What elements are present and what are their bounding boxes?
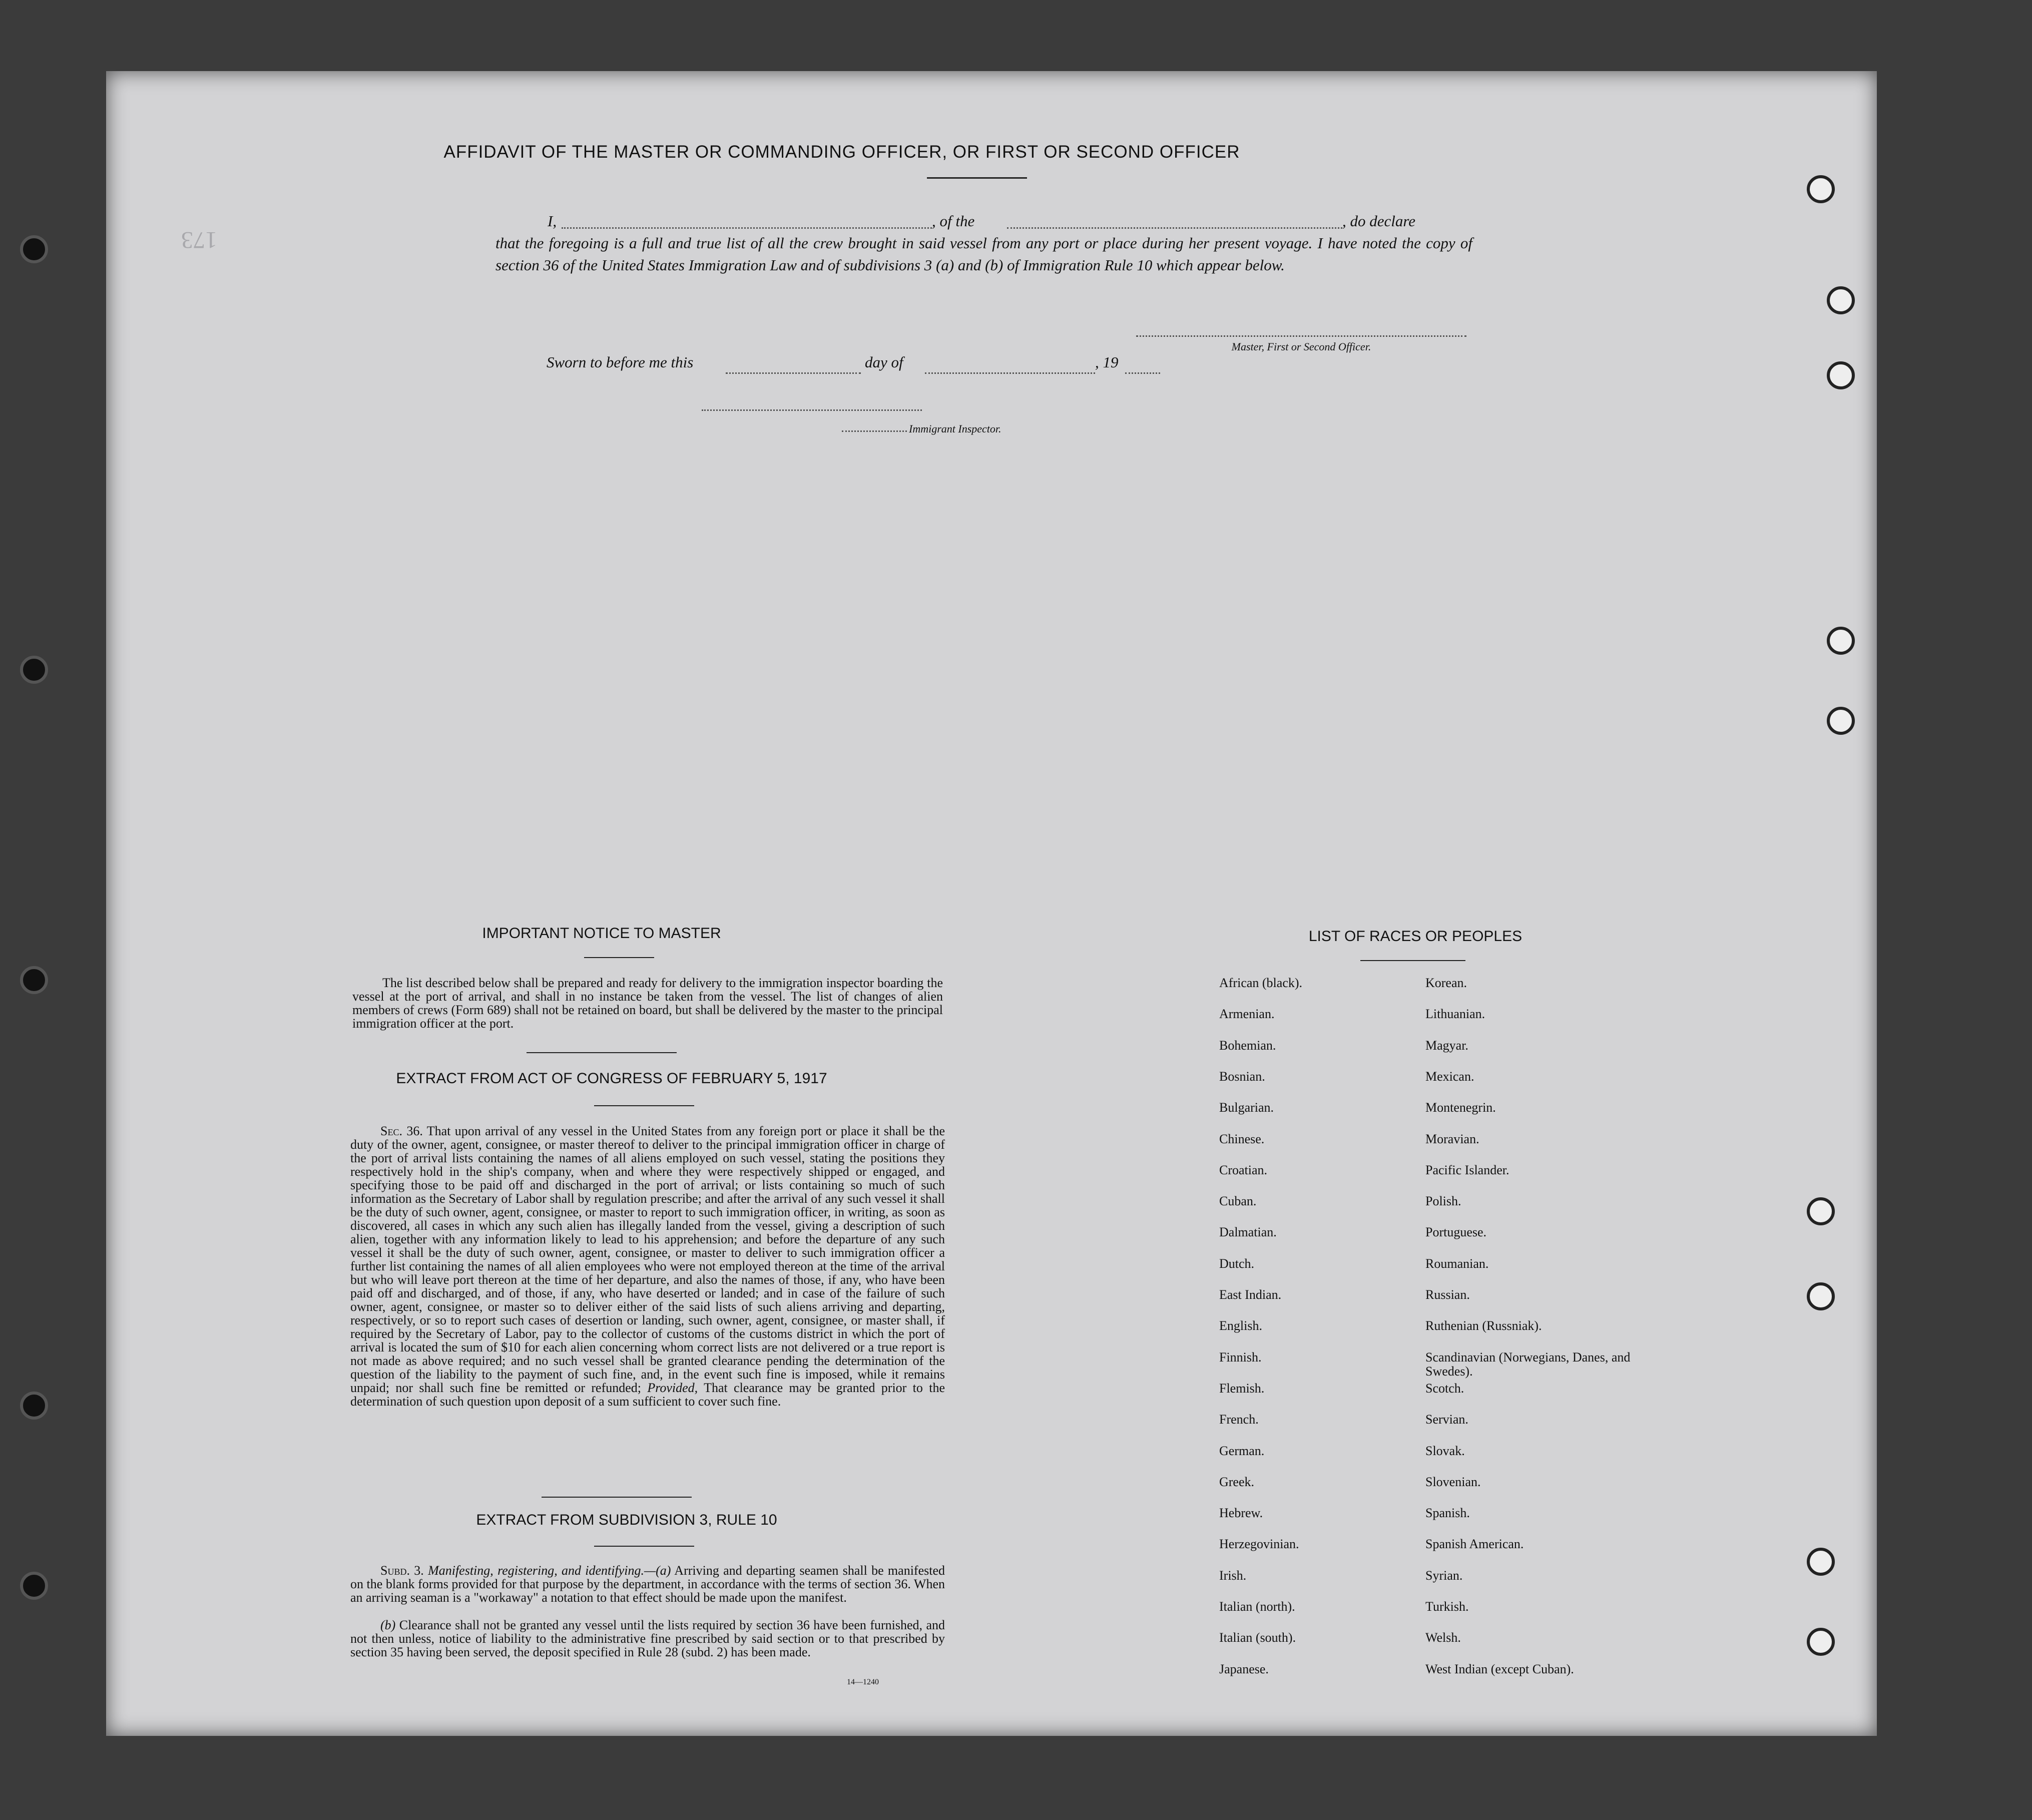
race-entry: Spanish. — [1425, 1506, 1470, 1521]
race-entry: Montenegrin. — [1425, 1100, 1496, 1115]
race-entry: Bulgarian. — [1219, 1100, 1274, 1115]
race-entry: German. — [1219, 1443, 1265, 1458]
race-entry: Korean. — [1425, 976, 1467, 990]
race-entry: Turkish. — [1425, 1599, 1469, 1614]
margin-number: 173 — [181, 227, 217, 253]
notice-title: IMPORTANT NOTICE TO MASTER — [482, 925, 721, 942]
binder-hole — [20, 1392, 48, 1420]
notice-body: The list described below shall be prepared and ready for delivery to the immigration inspector boarding the vessel at the port of arrival, and shall in no instance be taken from the vessel. The list of changes of alien members of crews (Form 689) shall not be retained on board, but shall be delivered by the master to the principal immigration officer at the port. — [352, 976, 943, 1031]
punch-hole — [1827, 361, 1855, 389]
sworn-month-blank[interactable] — [925, 372, 1095, 374]
punch-hole — [1807, 1282, 1835, 1310]
race-entry: Irish. — [1219, 1568, 1247, 1583]
race-entry: Spanish American. — [1425, 1537, 1524, 1552]
race-entry: Cuban. — [1219, 1194, 1257, 1209]
affidavit-of-the-label: , of the — [932, 212, 975, 230]
master-signature-label: Master, First or Second Officer. — [1231, 340, 1371, 353]
race-entry: English. — [1219, 1318, 1262, 1333]
punch-hole — [1807, 1628, 1835, 1656]
affidavit-declare-label: , do declare — [1342, 212, 1416, 230]
race-entry: Slovenian. — [1425, 1474, 1481, 1489]
affidavit-body: that the foregoing is a full and true list of all the crew brought in said vessel from any port or place during her present voyage. I have noted the copy of section 36 of the United States Immigration Law and of subdivisions 3 (a) and (b) of Immigration Rule 10 which appear below. — [495, 234, 1472, 274]
binder-hole — [20, 235, 48, 263]
race-entry: French. — [1219, 1412, 1259, 1427]
race-entry: Flemish. — [1219, 1381, 1265, 1396]
races-rule — [1360, 960, 1465, 961]
act-bottom-rule — [542, 1497, 692, 1498]
name-blank[interactable] — [562, 227, 932, 229]
punch-hole — [1807, 1548, 1835, 1576]
rule-title: EXTRACT FROM SUBDIVISION 3, RULE 10 — [476, 1512, 777, 1528]
rule-para-a-text: Arriving and departing seamen shall be manifested on the blank forms provided for that purpose by the department, in accordance with the terms of section 36. When an arriving seaman is a "workaway" a notation to that effect should be made upon the manifest. — [350, 1563, 945, 1605]
binder-hole — [20, 966, 48, 994]
affidavit-i-label: I, — [548, 212, 557, 230]
act-provided-label: Provided, — [647, 1381, 698, 1395]
punch-hole — [1827, 627, 1855, 655]
notice-rule — [584, 957, 654, 958]
race-entry: East Indian. — [1219, 1287, 1282, 1302]
punch-hole — [1827, 707, 1855, 735]
rule-para-b — [350, 1618, 945, 1659]
race-entry: Chinese. — [1219, 1131, 1265, 1146]
rule-para-a — [350, 1564, 945, 1604]
race-entry: Hebrew. — [1219, 1506, 1263, 1521]
act-sec-label: Sec. 36. — [380, 1124, 423, 1138]
act-rule — [594, 1105, 694, 1106]
race-entry: Herzegovinian. — [1219, 1537, 1299, 1552]
inspector-label: Immigrant Inspector. — [909, 422, 1001, 435]
rule-subd-heading: Manifesting, registering, and identifying.—(a) — [428, 1563, 671, 1578]
race-entry: African (black). — [1219, 976, 1303, 990]
race-entry: Moravian. — [1425, 1131, 1479, 1146]
race-entry: Syrian. — [1425, 1568, 1463, 1583]
sworn-day-of-label: day of — [865, 353, 903, 371]
race-entry: Greek. — [1219, 1474, 1255, 1489]
title-rule — [927, 177, 1027, 179]
race-entry: Japanese. — [1219, 1661, 1269, 1676]
race-entry: Scotch. — [1425, 1381, 1464, 1396]
races-title: LIST OF RACES OR PEOPLES — [1308, 928, 1522, 945]
punch-hole — [1827, 286, 1855, 314]
form-number: 14—1240 — [847, 1678, 879, 1686]
rule-para-b-text: Clearance shall not be granted any vessel until the lists required by section 36 have been furnished, and not then unless, notice of liability to the administrative fine prescribed by said section or to that prescribed by section 35 having been served, the deposit specified in Rule 28 (subd. 2) has been made. — [350, 1618, 945, 1659]
binder-hole — [20, 1572, 48, 1600]
race-entry: Russian. — [1425, 1287, 1470, 1302]
document-page — [106, 71, 1877, 1736]
race-entry: Scandinavian (Norwegians, Danes, and Swedes). — [1425, 1349, 1631, 1379]
rule-subd-label: Subd. 3. — [380, 1563, 424, 1578]
rule-para-b-label: (b) — [380, 1618, 396, 1632]
race-entry: Lithuanian. — [1425, 1007, 1485, 1022]
binder-hole — [20, 656, 48, 684]
race-entry: Italian (south). — [1219, 1630, 1296, 1645]
race-entry: Dutch. — [1219, 1256, 1255, 1271]
inspector-signature-blank[interactable] — [702, 409, 922, 411]
race-entry: West Indian (except Cuban). — [1425, 1661, 1574, 1676]
race-entry: Bosnian. — [1219, 1069, 1265, 1084]
race-entry: Mexican. — [1425, 1069, 1474, 1084]
notice-bottom-rule — [527, 1052, 677, 1053]
act-title: EXTRACT FROM ACT OF CONGRESS OF FEBRUARY 5, 1917 — [396, 1070, 827, 1087]
race-entry: Polish. — [1425, 1194, 1461, 1209]
punch-hole — [1807, 175, 1835, 203]
race-entry: Bohemian. — [1219, 1038, 1276, 1053]
sworn-year-blank[interactable] — [1125, 372, 1160, 374]
race-entry: Armenian. — [1219, 1007, 1275, 1022]
race-entry: Dalmatian. — [1219, 1225, 1277, 1240]
act-body — [350, 1124, 945, 1408]
sworn-date-blank[interactable] — [726, 372, 861, 374]
race-entry: Pacific Islander. — [1425, 1162, 1509, 1177]
inspector-dotted-leader — [842, 430, 907, 432]
race-entry: Ruthenian (Russniak). — [1425, 1318, 1542, 1333]
master-signature-blank[interactable] — [1136, 335, 1466, 337]
race-entry: Servian. — [1425, 1412, 1468, 1427]
race-entry: Welsh. — [1425, 1630, 1461, 1645]
rule-title-rule — [594, 1546, 694, 1547]
race-entry: Magyar. — [1425, 1038, 1468, 1053]
race-entry: Croatian. — [1219, 1162, 1268, 1177]
race-entry: Portuguese. — [1425, 1225, 1487, 1240]
vessel-blank[interactable] — [1007, 227, 1342, 229]
sworn-label: Sworn to before me this — [547, 353, 694, 371]
sworn-year-label: , 19 — [1095, 353, 1119, 371]
act-text: That upon arrival of any vessel in the United States from any foreign port or place it shall be the duty of the owner, agent, consignee, or master thereof to deliver to the principal immigration officer in charge of the port of arrival lists containing the names of all aliens employed on such vessel, stating the positions they respectively hold in the ship's company, when and where they were respectively shipped or engaged, and specifying those to be paid off and discharged in the port of arrival; or lists containing so much of such information as the Secretary of Labor shall by regulation prescribe; and after the arrival of any such vessel it shall be the duty of such owner, agent, consignee, or master to report to such immigration officer, in writing, as soon as discovered, all cases in which any such alien has illegally landed from the vessel, giving a description of such alien, together with any information likely to lead to his apprehension; and before the departure of any such vessel it shall be the duty of such owner, agent, consignee, or master to deliver to such immigration officer a further list containing the names of all alien employees who were not employed thereon at the time of the arrival but who will leave port thereon at the time of her departure, and also the names of those, if any, who have been paid off and discharged, and of those, if any, who have deserted or landed; and in case of the failure of such owner, agent, consignee, or master so to deliver either of the said lists of such aliens arriving and departing, respectively, or so to report such cases of desertion or landing, such owner, agent, consignee, or master shall, if required by the Secretary of Labor, pay to the collector of customs of the customs district in which the port of arrival is located the sum of $10 for each alien concerning whom correct lists are not delivered or a true report is not made as above required; and no such vessel shall be granted clearance pending the determination of the question of the liability to the payment of such fine, and, in the event such fine is imposed, while it remains unpaid; nor shall such fine be remitted or refunded; — [350, 1124, 945, 1395]
race-entry: Italian (north). — [1219, 1599, 1295, 1614]
punch-hole — [1807, 1197, 1835, 1225]
affidavit-title: AFFIDAVIT OF THE MASTER OR COMMANDING OFFICER, OR FIRST OR SECOND OFFICER — [443, 142, 1240, 162]
race-entry: Roumanian. — [1425, 1256, 1489, 1271]
act-provided-text: That clearance may be granted prior to the determination of such question upon deposit of a sum sufficient to cover such fine. — [350, 1381, 945, 1409]
race-entry: Finnish. — [1219, 1349, 1262, 1364]
race-entry: Slovak. — [1425, 1443, 1465, 1458]
